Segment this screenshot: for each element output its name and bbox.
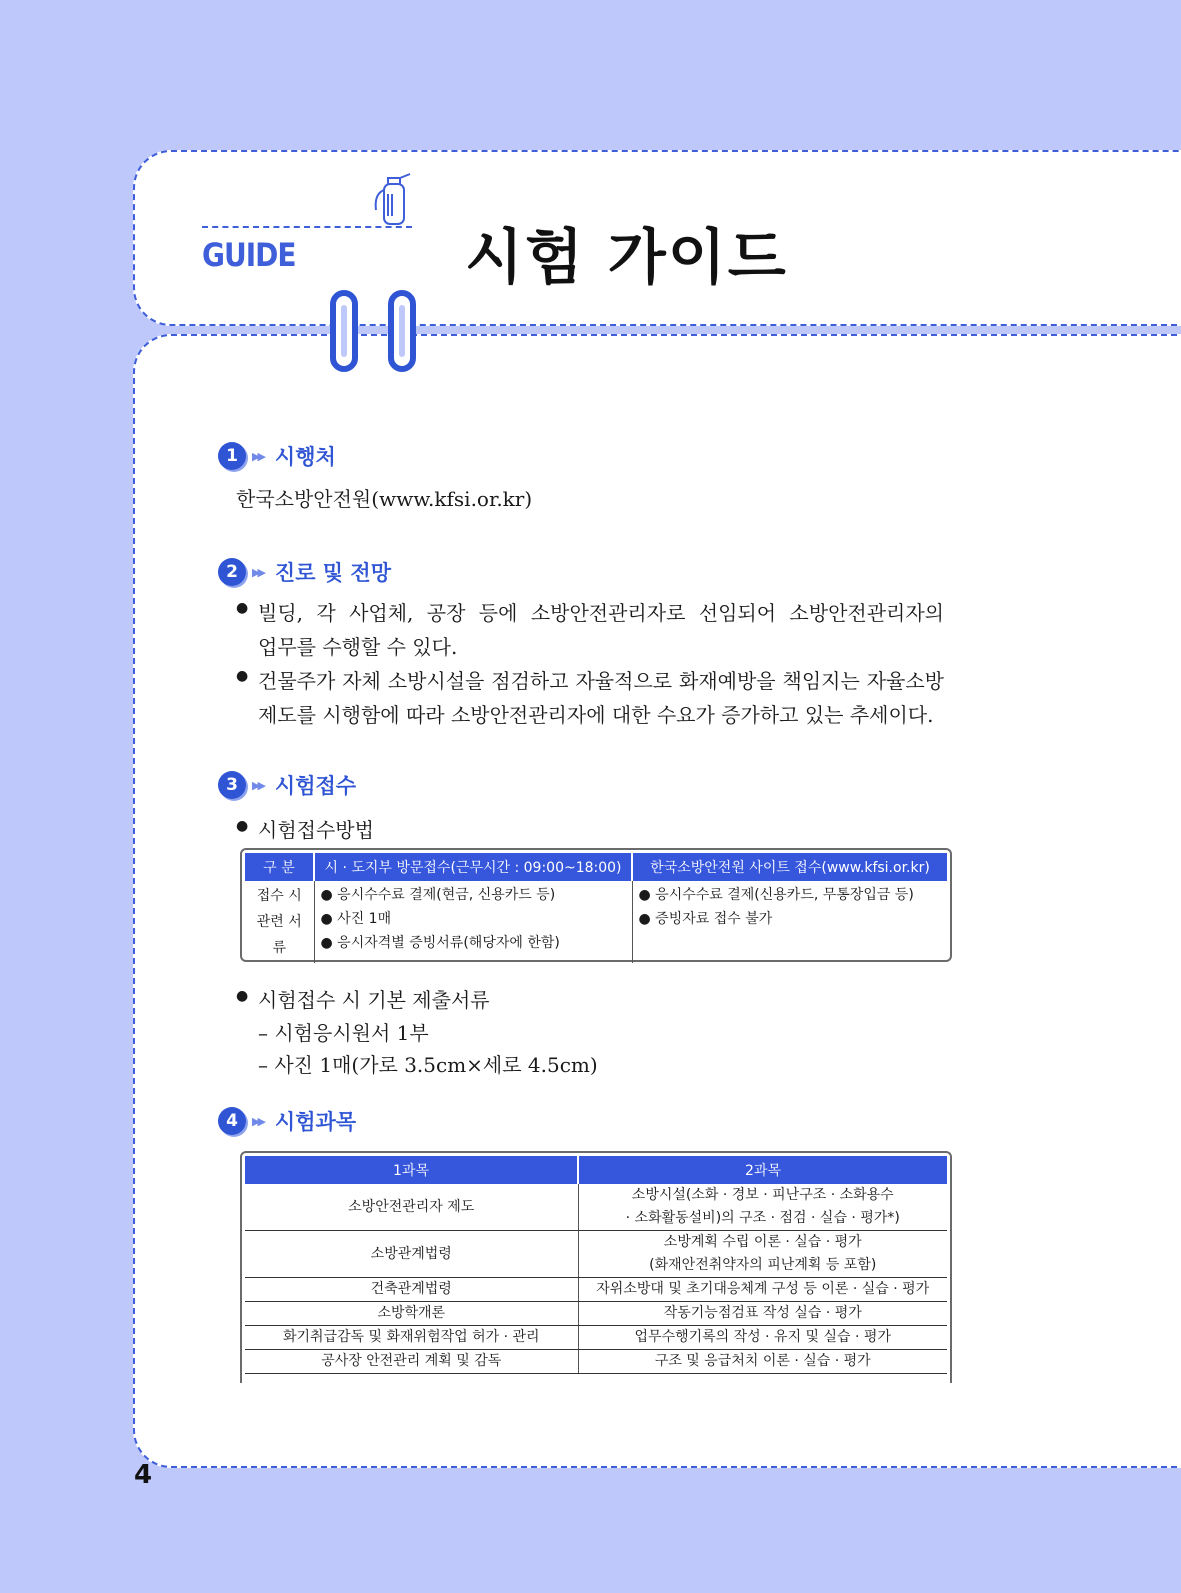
table-header: 한국소방안전원 사이트 접수(www.kfsi.or.kr) [632,853,947,881]
section-title: 시험과목 [274,1110,357,1134]
page-number: 4 [134,1460,153,1490]
visit-docs-cell [314,881,632,963]
table-row [245,1231,947,1278]
bullet-line: 빌딩, 각 사업체, 공장 등에 소방안전관리자로 선임되어 소방안전관리자의 [258,601,944,625]
double-arrow-icon: ▶▶ [252,1114,263,1128]
list-item: ● 응시수수료 결제(현금, 신용카드 등) [320,887,556,903]
table-cell: 소방학개론 [245,1302,578,1326]
bullet-icon: ● [236,988,249,1004]
registration-table [240,848,952,962]
table-cell [578,1231,947,1278]
table-cell: 업무수행기록의 작성 · 유지 및 실습 · 평가 [578,1326,947,1350]
table-cell: 구조 및 응급처치 이론 · 실습 · 평가 [578,1350,947,1374]
cell-line: · 소화활동설비)의 구조 · 점검 · 실습 · 평가*) [625,1210,900,1226]
list-item: ● 사진 1매 [320,911,392,927]
page-title: 시험 가이드 [465,223,788,293]
section-number-badge: 4 [218,1107,246,1135]
bullet-line: 제도를 시행함에 따라 소방안전관리자에 대한 수요가 증가하고 있는 추세이다. [258,703,934,727]
section-number-badge: 1 [218,442,246,470]
bullet-icon: ● [236,600,249,616]
section-1-heading [218,441,336,471]
cell-line: 소방계획 수립 이론 · 실습 · 평가 [663,1234,862,1250]
category-line: 관련 서류 [256,914,302,956]
table-header: 구 분 [245,853,314,881]
career-bullets [236,596,944,732]
fire-extinguisher-icon [370,170,416,226]
bullet-icon: ● [236,818,249,834]
bullet-line: 건물주가 자체 소방시설을 점검하고 자율적으로 화재예방을 책임지는 자율소방 [258,669,944,693]
cell-line: 소방시설(소화 · 경보 · 피난구조 · 소화용수 [631,1187,894,1203]
double-arrow-icon: ▶▶ [252,565,263,579]
binder-ring-right [388,290,416,372]
list-item-continuation [236,698,944,732]
table-row [245,1184,947,1231]
list-item: ● 증빙자료 접수 불가 [638,911,773,927]
bullet-line: 업무를 수행할 수 있다. [258,635,458,659]
online-docs-cell [632,881,947,963]
table-row [245,1302,947,1326]
table-row [245,1326,947,1350]
table-cell: 건축관계법령 [245,1278,578,1302]
organizer-text: 한국소방안전원(www.kfsi.or.kr) [236,487,533,511]
guide-divider [202,226,412,228]
list-item: ● 응시수수료 결제(신용카드, 무통장입금 등) [638,887,914,903]
table-cell: 소방관계법령 [245,1231,578,1278]
list-item [236,664,944,698]
section-4-heading [218,1106,356,1136]
list-item: – 사진 1매(가로 3.5cm×세로 4.5cm) [258,1053,598,1077]
table-cell: 작동기능점검표 작성 실습 · 평가 [578,1302,947,1326]
list-item: ● 응시자격별 증빙서류(해당자에 한함) [320,935,560,951]
docs-title-row [236,984,490,1013]
section-number-badge: 2 [218,558,246,586]
list-item [236,596,944,630]
section-title: 시행처 [274,445,336,469]
table-cell [578,1184,947,1231]
guide-label: GUIDE [202,236,296,274]
section-title: 시험접수 [274,774,357,798]
section-title: 진로 및 전망 [274,561,391,585]
method-title: 시험접수방법 [258,818,374,842]
table-cell: 공사장 안전관리 계획 및 감독 [245,1350,578,1374]
table-cell: 소방안전관리자 제도 [245,1184,578,1231]
table-header: 2과목 [578,1156,947,1184]
section-3-heading [218,770,356,800]
table-category-cell [245,881,314,963]
double-arrow-icon: ▶▶ [252,449,263,463]
category-line: 접수 시 [256,888,302,904]
table-cell: 자위소방대 및 초기대응체계 구성 등 이론 · 실습 · 평가 [578,1278,947,1302]
table-cell: 화기취급감독 및 화재위험작업 허가 · 관리 [245,1326,578,1350]
table-header: 1과목 [245,1156,578,1184]
double-arrow-icon: ▶▶ [252,778,263,792]
table-row [245,1350,947,1374]
list-item-continuation [236,630,944,664]
method-title-row [236,814,374,843]
table-header: 시 · 도지부 방문접수(근무시간 : 09:00~18:00) [314,853,632,881]
cell-line: (화재안전취약자의 피난계획 등 포함) [649,1257,877,1273]
table-row [245,1278,947,1302]
subject-table [240,1151,952,1383]
docs-title: 시험접수 시 기본 제출서류 [258,988,490,1012]
section-number-badge: 3 [218,771,246,799]
bullet-icon: ● [236,668,249,684]
binder-ring-left [330,290,358,372]
list-item: – 시험응시원서 1부 [258,1021,429,1045]
section-2-heading [218,557,391,587]
